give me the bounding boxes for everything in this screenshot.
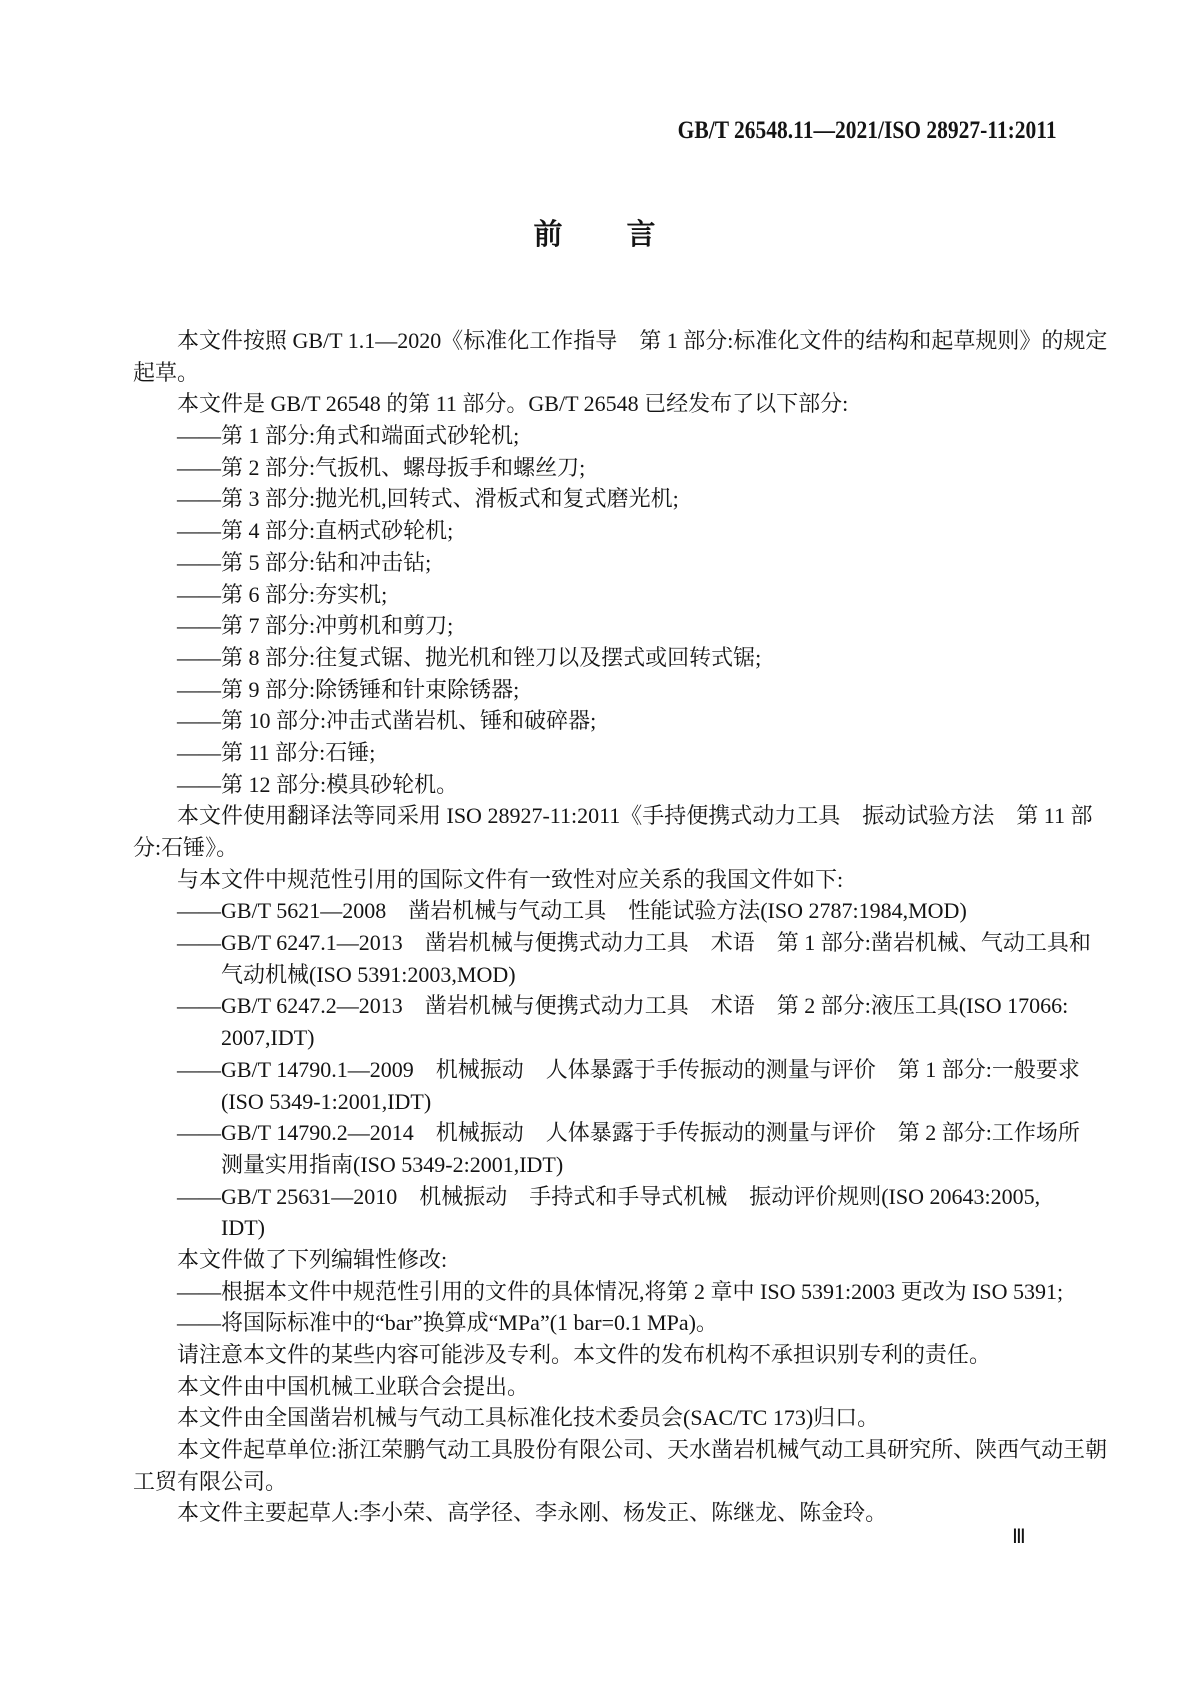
text-line: 与本文件中规范性引用的国际文件有一致性对应关系的我国文件如下: (177, 866, 844, 892)
text-line: 2007,IDT) (221, 1025, 315, 1051)
text-line: 本文件起草单位:浙江荣鹏气动工具股份有限公司、天水凿岩机械气动工具研究所、陕西气动王朝 (177, 1437, 1108, 1463)
text-line: 分:石锤》。 (133, 835, 239, 860)
text-line: ——第 10 部分:冲击式凿岩机、锤和破碎器; (177, 708, 597, 734)
text-line: 测量实用指南(ISO 5349-2:2001,IDT) (221, 1151, 564, 1177)
text-line: ——GB/T 6247.2—2013 凿岩机械与便携式动力工具 术语 第 2 部分:液压工具(ISO 17066: (177, 993, 1069, 1019)
text-line: ——第 4 部分:直柄式砂轮机; (177, 518, 454, 544)
text-line: 本文件是 GB/T 26548 的第 11 部分。GB/T 26548 已经发布了以下部分: (177, 391, 849, 417)
text-line: ——将国际标准中的“bar”换算成“MPa”(1 bar=0.1 MPa)。 (177, 1310, 718, 1336)
standard-number-header (0, 114, 1057, 148)
text-line: ——第 9 部分:除锈锤和针束除锈器; (177, 676, 520, 702)
text-line: ——第 11 部分:石锤; (177, 739, 376, 765)
text-line: ——第 7 部分:冲剪机和剪刀; (177, 613, 454, 639)
text-line: ——GB/T 25631—2010 机械振动 手持式和手导式机械 振动评价规则(ISO 20643:2005, (177, 1183, 1041, 1209)
text-line: ——第 6 部分:夯实机; (177, 581, 388, 607)
text-line: 气动机械(ISO 5391:2003,MOD) (221, 961, 516, 987)
text-line: ——GB/T 14790.1—2009 机械振动 人体暴露于手传振动的测量与评价 第 1 部分:一般要求 (177, 1056, 1080, 1082)
foreword-title: 前 言 (533, 219, 658, 251)
text-line: ——第 12 部分:模具砂轮机。 (177, 771, 459, 797)
body-text (133, 325, 1108, 1529)
text-line: 起草。 (133, 359, 200, 385)
text-line: ——第 1 部分:角式和端面式砂轮机; (177, 423, 520, 449)
text-line: ——根据本文件中规范性引用的文件的具体情况,将第 2 章中 ISO 5391:2003 更改为 ISO 5391; (177, 1278, 1064, 1304)
text-line: 本文件由中国机械工业联合会提出。 (177, 1373, 530, 1399)
standard-number-text: GB/T 26548.11—2021/ISO 28927-11:2011 (678, 117, 1057, 144)
text-line: 本文件主要起草人:李小荣、高学径、李永刚、杨发正、陈继龙、陈金玲。 (177, 1500, 888, 1526)
text-line: ——第 2 部分:气扳机、螺母扳手和螺丝刀; (177, 454, 586, 480)
text-line: ——第 5 部分:钻和冲击钻; (177, 549, 432, 575)
text-line: ——GB/T 5621—2008 凿岩机械与气动工具 性能试验方法(ISO 2787:1984,MOD) (177, 898, 967, 924)
text-line: 本文件做了下列编辑性修改: (177, 1246, 448, 1272)
page-number: Ⅲ (1012, 1526, 1026, 1548)
text-line: 本文件由全国凿岩机械与气动工具标准化技术委员会(SAC/TC 173)归口。 (177, 1405, 880, 1431)
text-line: ——第 8 部分:往复式锯、抛光机和锉刀以及摆式或回转式锯; (177, 644, 762, 670)
text-line: (ISO 5349-1:2001,IDT) (221, 1088, 432, 1114)
text-line: ——GB/T 14790.2—2014 机械振动 人体暴露于手传振动的测量与评价 第 2 部分:工作场所 (177, 1120, 1080, 1146)
text-line: 请注意本文件的某些内容可能涉及专利。本文件的发布机构不承担识别专利的责任。 (177, 1342, 992, 1367)
text-line: 工贸有限公司。 (133, 1468, 288, 1494)
text-line: IDT) (221, 1215, 265, 1241)
text-line: 本文件按照 GB/T 1.1—2020《标准化工作指导 第 1 部分:标准化文件的结构和起草规则》的规定 (177, 328, 1108, 353)
text-line: ——GB/T 6247.1—2013 凿岩机械与便携式动力工具 术语 第 1 部分:凿岩机械、气动工具和 (177, 930, 1091, 956)
text-line: ——第 3 部分:抛光机,回转式、滑板式和复式磨光机; (177, 486, 679, 512)
text-line: 本文件使用翻译法等同采用 ISO 28927-11:2011《手持便携式动力工具 振动试验方法 第 11 部 (177, 803, 1093, 829)
